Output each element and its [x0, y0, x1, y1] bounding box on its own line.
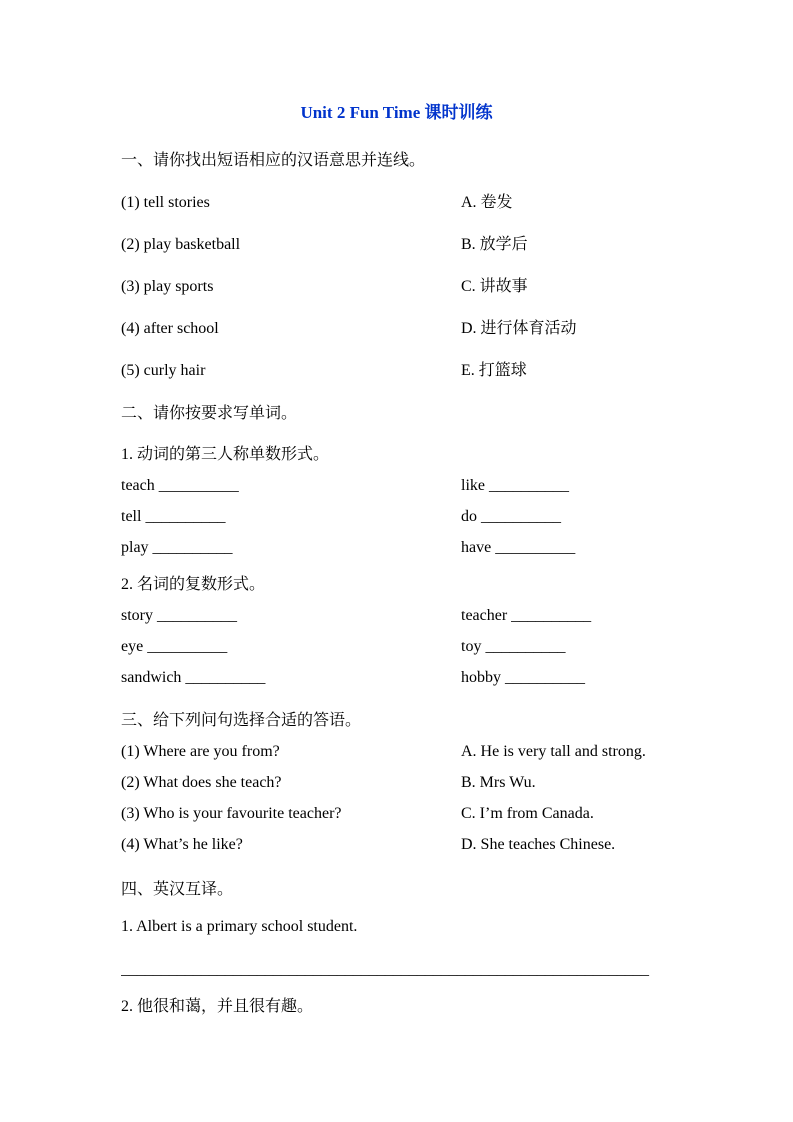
- verb-blank-row-1: [121, 475, 672, 496]
- blank-have: have __________: [461, 539, 576, 556]
- blank-tell: tell __________: [121, 508, 226, 525]
- verb-blank-row-3: [121, 537, 672, 558]
- translate-item-2: 2. 他很和蔼，并且很有趣。: [121, 998, 314, 1015]
- verb-blank-row-2: [121, 506, 672, 527]
- phrase-5: (5) curly hair: [121, 362, 206, 379]
- phrase-3: (3) play sports: [121, 278, 214, 295]
- phrase-1: (1) tell stories: [121, 194, 210, 211]
- match-row-2: [121, 234, 672, 255]
- option-c: C. 讲故事: [461, 278, 528, 295]
- qa-row-3: [121, 803, 672, 824]
- blank-hobby: hobby __________: [461, 669, 585, 686]
- qa-row-1: [121, 741, 672, 762]
- option-b: B. 放学后: [461, 236, 528, 253]
- option-d: D. 进行体育活动: [461, 320, 577, 337]
- option-a: A. 卷发: [461, 194, 513, 211]
- section-2-heading: 二、请你按要求写单词。: [121, 405, 298, 422]
- blank-teacher: teacher __________: [461, 607, 592, 624]
- noun-blank-row-3: [121, 667, 672, 688]
- question-4: (4) What’s he like?: [121, 836, 243, 853]
- phrase-4: (4) after school: [121, 320, 219, 337]
- translate-item-1: 1. Albert is a primary school student.: [121, 918, 358, 935]
- blank-sandwich: sandwich __________: [121, 669, 266, 686]
- worksheet-title: Unit 2 Fun Time 课时训练: [300, 103, 493, 122]
- section-2-sub-1-heading: 1. 动词的第三人称单数形式。: [121, 446, 330, 463]
- question-3: (3) Who is your favourite teacher?: [121, 805, 342, 822]
- match-row-5: [121, 360, 672, 381]
- answer-a: A. He is very tall and strong.: [461, 743, 646, 760]
- phrase-2: (2) play basketball: [121, 236, 241, 253]
- blank-teach: teach __________: [121, 477, 239, 494]
- question-1: (1) Where are you from?: [121, 743, 280, 760]
- section-3-heading: 三、给下列问句选择合适的答语。: [121, 712, 362, 729]
- qa-row-4: [121, 834, 672, 855]
- noun-blank-row-1: [121, 605, 672, 626]
- question-2: (2) What does she teach?: [121, 774, 282, 791]
- option-e: E. 打篮球: [461, 362, 527, 379]
- section-4-heading: 四、英汉互译。: [121, 881, 234, 898]
- translation-answer-line: __________________________________________________________________: [121, 961, 649, 978]
- answer-b: B. Mrs Wu.: [461, 774, 536, 791]
- blank-eye: eye __________: [121, 638, 228, 655]
- answer-c: C. I’m from Canada.: [461, 805, 594, 822]
- blank-story: story __________: [121, 607, 237, 624]
- blank-do: do __________: [461, 508, 561, 525]
- section-1-heading: 一、请你找出短语相应的汉语意思并连线。: [121, 152, 426, 169]
- blank-toy: toy __________: [461, 638, 566, 655]
- answer-d: D. She teaches Chinese.: [461, 836, 616, 853]
- blank-play: play __________: [121, 539, 233, 556]
- noun-blank-row-2: [121, 636, 672, 657]
- qa-row-2: [121, 772, 672, 793]
- match-row-4: [121, 318, 672, 339]
- section-2-sub-2-heading: 2. 名词的复数形式。: [121, 576, 266, 593]
- match-row-1: [121, 192, 672, 213]
- blank-like: like __________: [461, 477, 569, 494]
- match-row-3: [121, 276, 672, 297]
